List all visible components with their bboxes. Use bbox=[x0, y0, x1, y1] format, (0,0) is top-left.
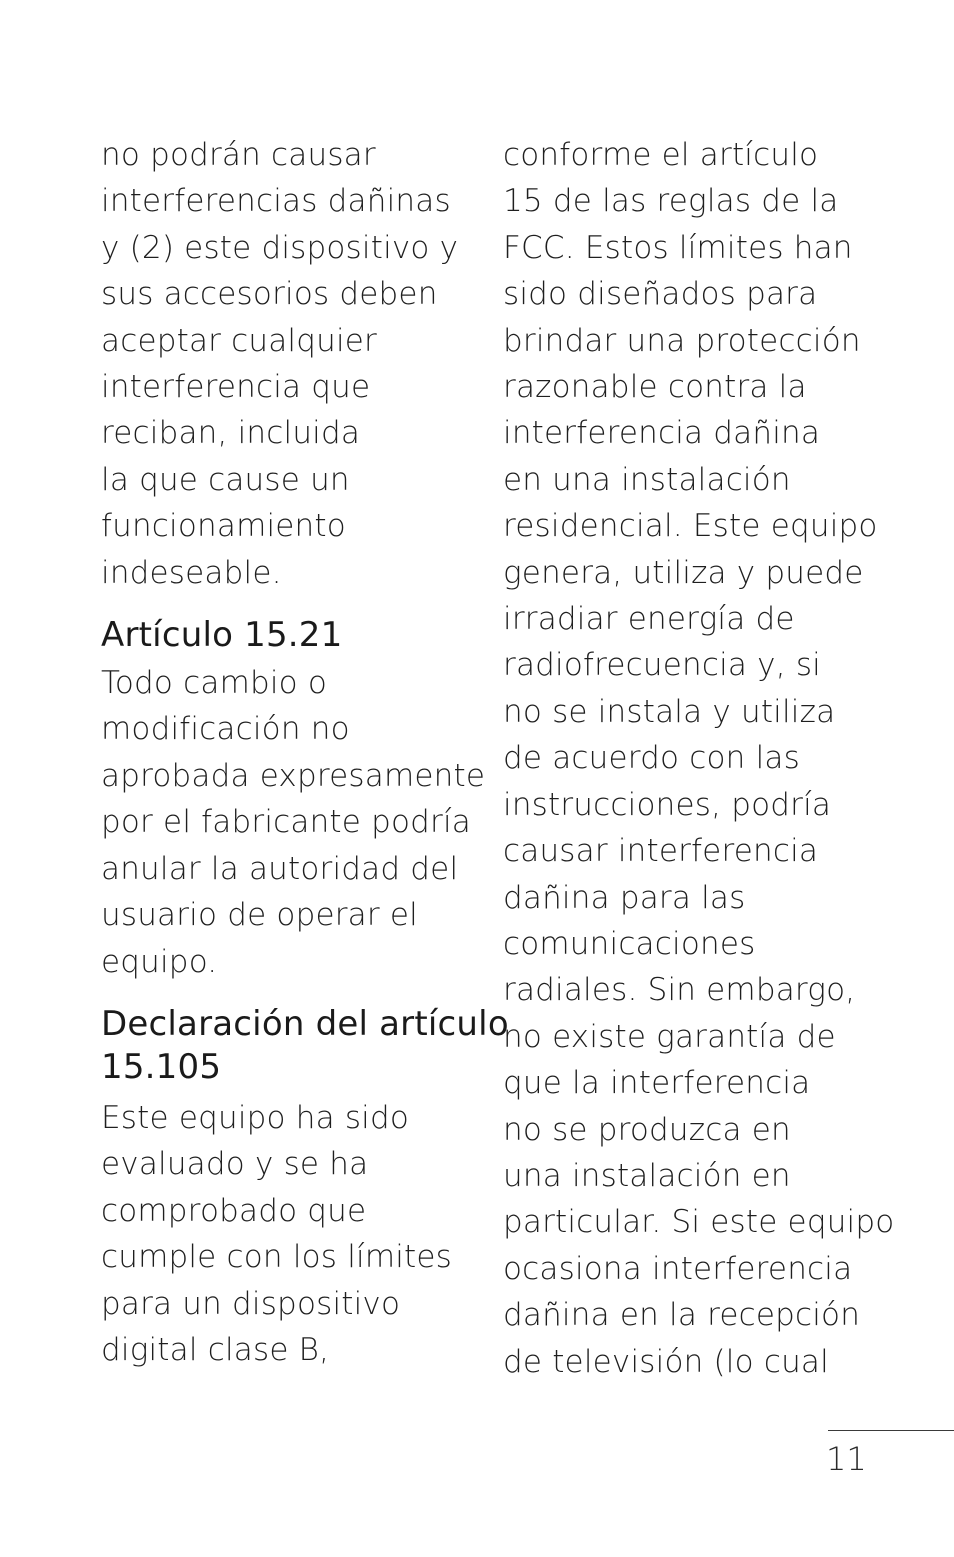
text-line: radiofrecuencia y, si bbox=[503, 647, 821, 684]
page-number: 11 bbox=[826, 1440, 867, 1478]
text-line: instrucciones, podría bbox=[503, 786, 832, 823]
text-line: cumple con los límites bbox=[101, 1239, 453, 1276]
text-line: indeseable. bbox=[101, 554, 282, 591]
text-line: brindar una protección bbox=[503, 322, 861, 359]
text-line: en una instalación bbox=[503, 461, 791, 498]
text-line: sus accesorios deben bbox=[101, 276, 438, 313]
heading-line: Declaración del artículo bbox=[101, 1003, 509, 1044]
text-line: de acuerdo con las bbox=[503, 740, 800, 777]
text-line: comprobado que bbox=[101, 1192, 367, 1229]
right-column bbox=[503, 132, 903, 1385]
left-column bbox=[101, 132, 509, 1373]
paragraph-interference-conditions bbox=[101, 132, 486, 596]
text-line: particular. Si este equipo bbox=[503, 1204, 895, 1241]
text-line: residencial. Este equipo bbox=[503, 508, 878, 545]
text-line: no se produzca en bbox=[503, 1111, 791, 1148]
text-line: no existe garantía de bbox=[503, 1018, 836, 1055]
text-line: irradiar energía de bbox=[503, 601, 795, 638]
text-line: interferencia dañina bbox=[503, 415, 821, 452]
text-line: interferencias dañinas bbox=[101, 183, 451, 220]
text-line: interferencia que bbox=[101, 369, 371, 406]
paragraph-article-15-21 bbox=[101, 660, 486, 985]
text-line: para un dispositivo bbox=[101, 1285, 401, 1322]
heading-article-15-21: Artículo 15.21 bbox=[101, 615, 343, 656]
text-line: sido diseñados para bbox=[503, 276, 818, 313]
text-line: equipo. bbox=[101, 943, 218, 980]
footer-divider bbox=[828, 1430, 954, 1431]
text-line: funcionamiento bbox=[101, 508, 346, 545]
text-line: genera, utiliza y puede bbox=[503, 554, 864, 591]
text-line: que la interferencia bbox=[503, 1065, 811, 1102]
text-line: razonable contra la bbox=[503, 369, 807, 406]
text-line: Todo cambio o bbox=[101, 665, 328, 702]
heading-line: 15.105 bbox=[101, 1046, 222, 1087]
text-line: no podrán causar bbox=[101, 137, 376, 173]
text-line: causar interferencia bbox=[503, 833, 819, 870]
paragraph-article-15-105 bbox=[101, 1095, 486, 1373]
text-line: modificación no bbox=[101, 711, 350, 748]
text-line: FCC. Estos límites han bbox=[503, 229, 853, 266]
text-line: radiales. Sin embargo, bbox=[503, 972, 856, 1009]
text-line: dañina en la recepción bbox=[503, 1297, 861, 1334]
text-line: usuario de operar el bbox=[101, 897, 418, 934]
text-line: aceptar cualquier bbox=[101, 322, 377, 359]
text-line: digital clase B, bbox=[101, 1331, 330, 1368]
heading-article-15-105 bbox=[101, 1003, 509, 1089]
text-line: comunicaciones bbox=[503, 925, 756, 962]
text-line: por el fabricante podría bbox=[101, 804, 471, 841]
text-line: una instalación en bbox=[503, 1157, 791, 1194]
text-line: reciban, incluida bbox=[101, 415, 361, 452]
text-line: 15 de las reglas de la bbox=[503, 183, 839, 220]
text-line: la que cause un bbox=[101, 461, 350, 498]
text-line: y (2) este dispositivo y bbox=[101, 229, 459, 266]
text-line: de televisión (lo cual bbox=[503, 1343, 829, 1380]
text-line: conforme el artículo bbox=[503, 137, 819, 173]
text-line: no se instala y utiliza bbox=[503, 693, 836, 730]
text-line: Este equipo ha sido bbox=[101, 1099, 410, 1136]
text-line: dañina para las bbox=[503, 879, 746, 916]
text-line: evaluado y se ha bbox=[101, 1146, 369, 1183]
text-line: anular la autoridad del bbox=[101, 850, 459, 887]
text-line: aprobada expresamente bbox=[101, 757, 486, 794]
text-line: ocasiona interferencia bbox=[503, 1250, 853, 1287]
